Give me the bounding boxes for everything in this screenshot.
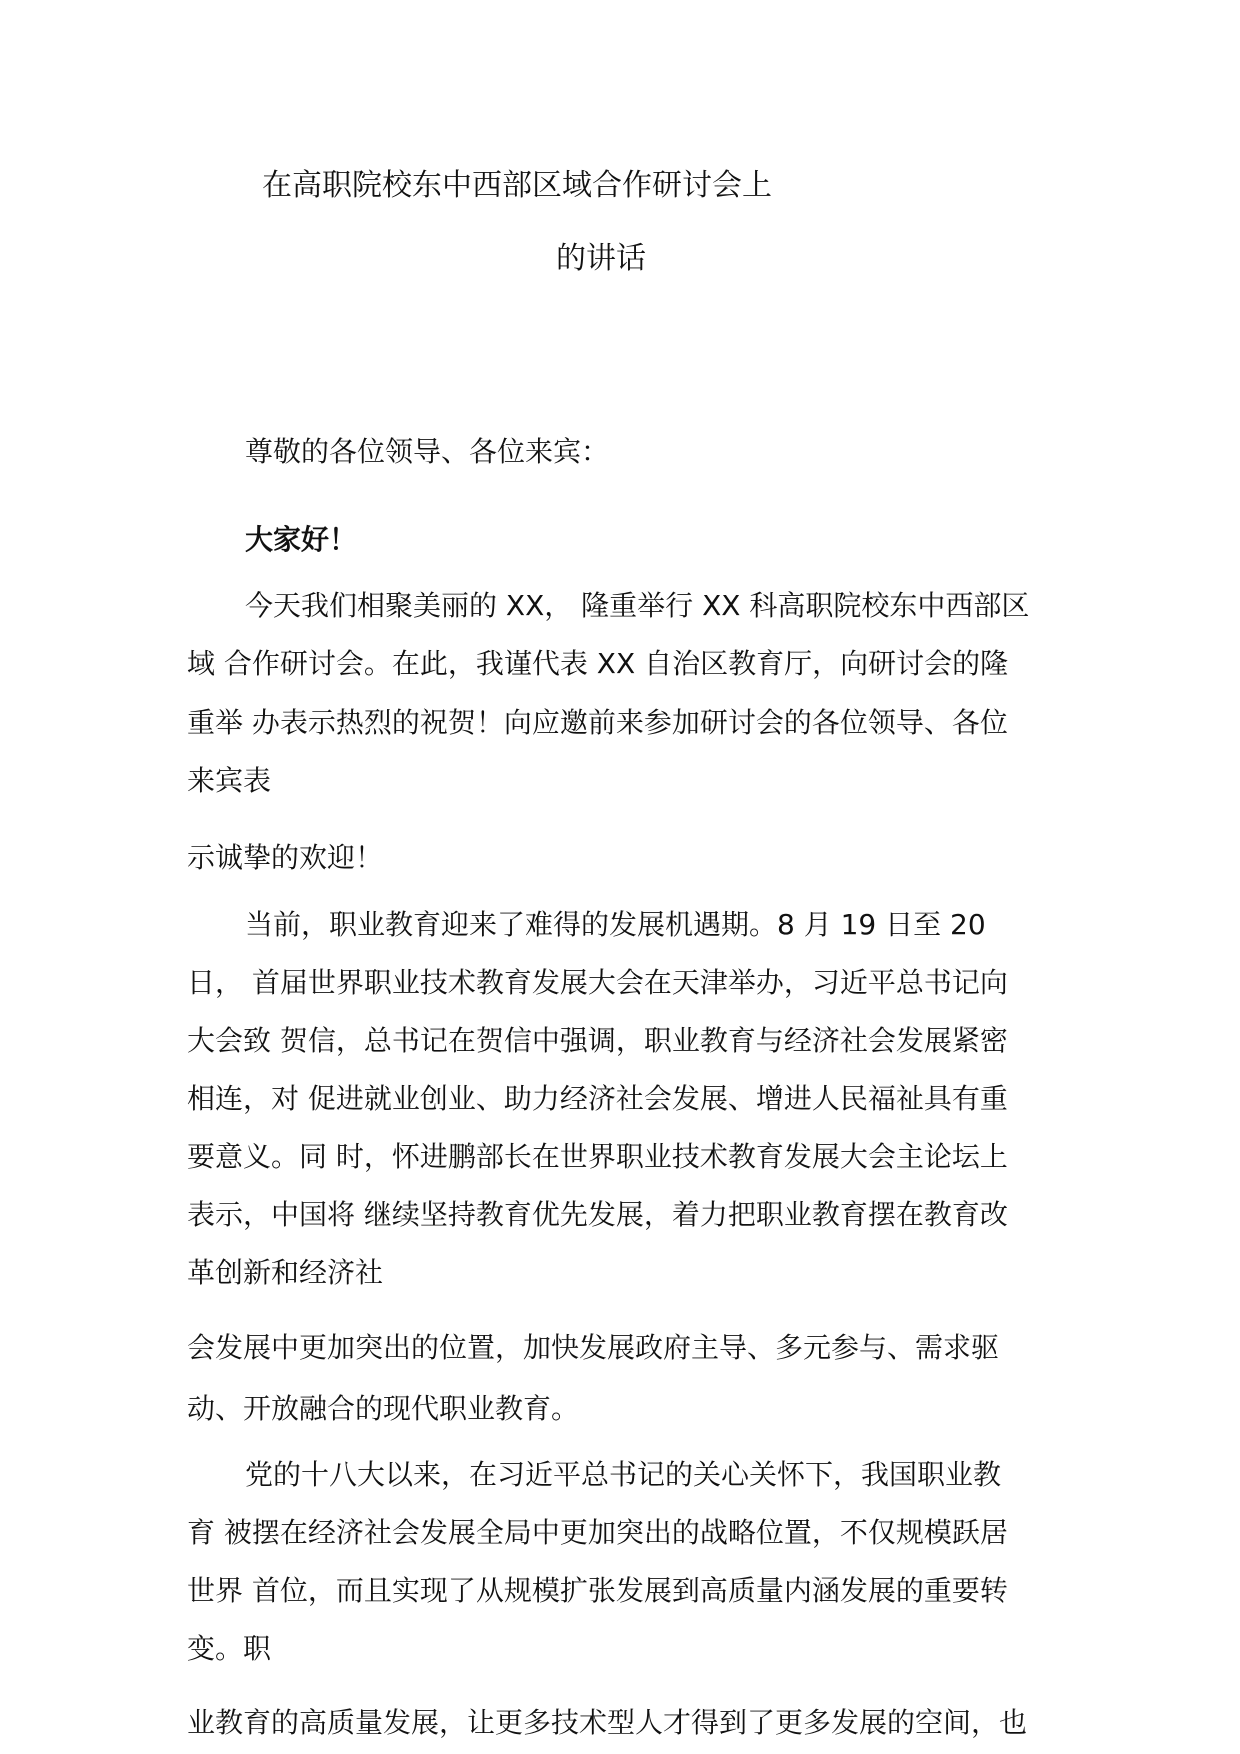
salutation: 尊敬的各位领导、各位来宾： — [245, 435, 610, 468]
paragraph-line: 示诚挚的欢迎！ — [187, 841, 384, 874]
paragraph-line: 表示，中国将 继续坚持教育优先发展，着力把职业教育摆在教育改 — [187, 1198, 1008, 1231]
paragraph-line: 大会致 贺信，总书记在贺信中强调，职业教育与经济社会发展紧密 — [187, 1024, 1008, 1057]
paragraph-line: 动、开放融合的现代职业教育。 — [187, 1392, 580, 1425]
paragraph-line: 相连，对 促进就业创业、助力经济社会发展、增进人民福祉具有重 — [187, 1082, 1008, 1115]
paragraph-line: 要意义。同 时，怀进鹏部长在世界职业技术教育发展大会主论坛上 — [187, 1140, 1008, 1173]
paragraph-line: 变。职 — [187, 1632, 272, 1665]
paragraph-line: 来宾表 — [187, 764, 272, 797]
paragraph-line: 域 合作研讨会。在此，我谨代表 XX 自治区教育厅，向研讨会的隆 — [187, 647, 1009, 680]
paragraph-line: 日， 首届世界职业技术教育发展大会在天津举办，习近平总书记向 — [187, 966, 1008, 999]
paragraph-line: 育 被摆在经济社会发展全局中更加突出的战略位置，不仅规模跃居 — [187, 1516, 1008, 1549]
paragraph-line: 党的十八大以来，在习近平总书记的关心关怀下，我国职业教 — [245, 1458, 1002, 1491]
paragraph-line: 重举 办表示热烈的祝贺！向应邀前来参加研讨会的各位领导、各位 — [187, 706, 1008, 739]
greeting: 大家好！ — [245, 523, 358, 556]
document-title-line-2: 的讲话 — [556, 241, 646, 276]
paragraph-line: 会发展中更加突出的位置，加快发展政府主导、多元参与、需求驱 — [187, 1331, 1000, 1364]
paragraph-line: 业教育的高质量发展，让更多技术型人才得到了更多发展的空间，也 — [187, 1706, 1028, 1739]
paragraph-line: 当前，职业教育迎来了难得的发展机遇期。8 月 19 日至 20 — [245, 908, 986, 941]
document-title-line-1: 在高职院校东中西部区域合作研讨会上 — [262, 168, 772, 203]
paragraph-line: 世界 首位，而且实现了从规模扩张发展到高质量内涵发展的重要转 — [187, 1574, 1008, 1607]
paragraph-line: 今天我们相聚美丽的 XX， 隆重举行 XX 科高职院校东中西部区 — [245, 589, 1030, 622]
paragraph-line: 革创新和经济社 — [187, 1256, 384, 1289]
